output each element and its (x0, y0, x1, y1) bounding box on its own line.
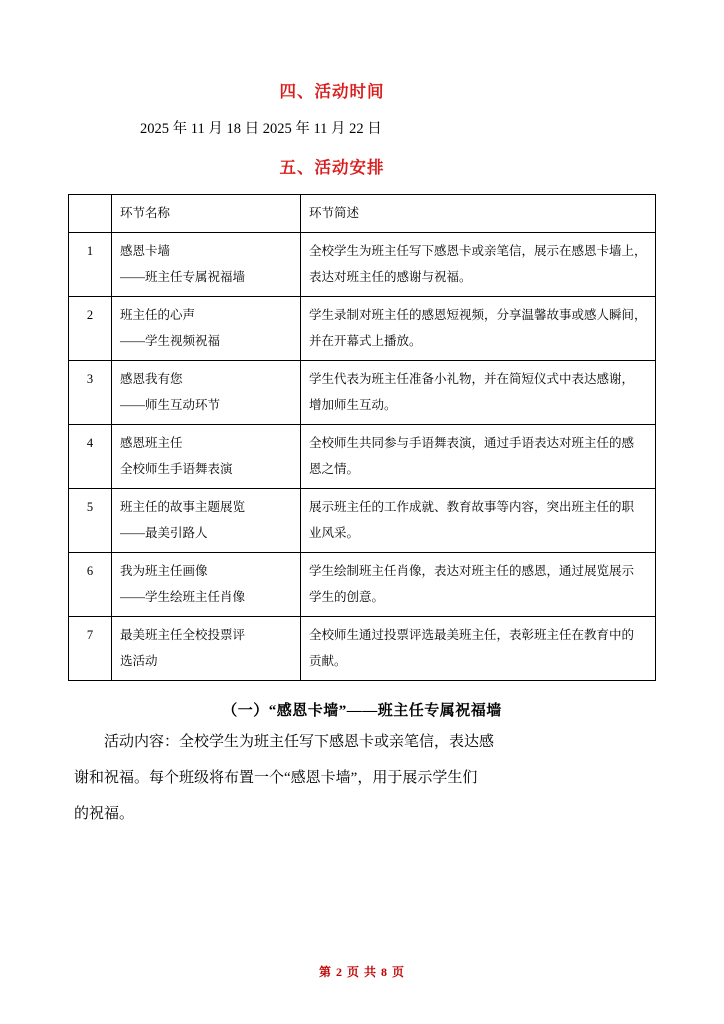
row-desc-line: 贡献。 (309, 654, 347, 668)
row-desc (301, 489, 656, 553)
table-row (69, 361, 656, 425)
paragraph-line: 谢和祝福。每个班级将布置一个“感恩卡墙”，用于展示学生们 (74, 770, 478, 786)
row-index: 6 (69, 553, 112, 617)
table-row (69, 553, 656, 617)
row-desc-line: 学生录制对班主任的感恩短视频，分享温馨故事或感人瞬间， (309, 308, 647, 322)
row-name (112, 361, 301, 425)
row-name-line: ——学生绘班主任肖像 (120, 590, 246, 604)
row-index: 1 (69, 233, 112, 297)
row-name-line: 感恩班主任 (120, 436, 183, 450)
subsection-title: （一）“感恩卡墙”——班主任专属祝福墙 (222, 703, 502, 719)
row-name (112, 233, 301, 297)
table-header-name: 环节名称 (112, 195, 301, 233)
table-row (69, 425, 656, 489)
row-desc (301, 361, 656, 425)
row-desc-line: 学生的创意。 (309, 590, 385, 604)
table-row (69, 297, 656, 361)
row-name-line: 感恩卡墙 (120, 244, 171, 258)
section-heading-schedule-row (68, 154, 656, 184)
table-header-desc: 环节简述 (301, 195, 656, 233)
row-desc (301, 553, 656, 617)
row-name-line: 班主任的故事主题展览 (120, 500, 246, 514)
activity-time-text: 2025 年 11 月 18 日 2025 年 11 月 22 日 (140, 121, 382, 137)
row-name (112, 297, 301, 361)
row-name-line: ——师生互动环节 (120, 398, 221, 412)
row-desc-line: 全校师生通过投票评选最美班主任，表彰班主任在教育中的 (309, 628, 635, 642)
row-desc-line: 全校师生共同参与手语舞表演，通过手语表达对班主任的感 (309, 436, 635, 450)
subsection-paragraph (68, 724, 656, 832)
row-desc (301, 425, 656, 489)
row-desc-line: 并在开幕式上播放。 (309, 334, 422, 348)
row-index: 2 (69, 297, 112, 361)
row-name (112, 489, 301, 553)
row-desc-line: 全校学生为班主任写下感恩卡或亲笔信，展示在感恩卡墙上， (309, 244, 647, 258)
row-name-line: 我为班主任画像 (120, 564, 208, 578)
row-index: 7 (69, 617, 112, 681)
section-heading-activity-schedule: 五、活动安排 (279, 158, 385, 177)
row-desc-line: 业风采。 (309, 526, 360, 540)
page-footer: 第 2 页 共 8 页 (318, 965, 405, 979)
row-desc (301, 297, 656, 361)
row-name (112, 425, 301, 489)
row-desc-line: 学生代表为班主任准备小礼物，并在简短仪式中表达感谢， (309, 372, 635, 386)
row-name-line: 选活动 (120, 654, 158, 668)
row-desc-line: 恩之情。 (309, 462, 360, 476)
table-header-index (69, 195, 112, 233)
table-row (69, 617, 656, 681)
row-index: 4 (69, 425, 112, 489)
section-heading-activity-time: 四、活动时间 (279, 82, 385, 101)
row-name (112, 553, 301, 617)
row-index: 5 (69, 489, 112, 553)
row-name-line: 班主任的心声 (120, 308, 196, 322)
row-desc-line: 学生绘制班主任肖像，表达对班主任的感恩，通过展览展示 (309, 564, 635, 578)
row-desc-line: 增加师生互动。 (309, 398, 397, 412)
row-desc-line: 展示班主任的工作成就、教育故事等内容，突出班主任的职 (309, 500, 635, 514)
row-name-line: ——学生视频祝福 (120, 334, 221, 348)
row-name-line: 全校师生手语舞表演 (120, 462, 233, 476)
paragraph-line: 的祝福。 (74, 806, 135, 822)
row-desc-line: 表达对班主任的感谢与祝福。 (309, 270, 472, 284)
row-desc (301, 617, 656, 681)
row-name-line: ——班主任专属祝福墙 (120, 270, 246, 284)
table-row (69, 489, 656, 553)
paragraph-line: 活动内容：全校学生为班主任写下感恩卡或亲笔信，表达感 (104, 734, 495, 750)
section-heading-time-row (68, 78, 656, 108)
row-desc (301, 233, 656, 297)
row-name (112, 617, 301, 681)
row-index: 3 (69, 361, 112, 425)
row-name-line: ——最美引路人 (120, 526, 208, 540)
activity-schedule-table (68, 194, 656, 681)
row-name-line: 感恩我有您 (120, 372, 183, 386)
table-header-row (69, 195, 656, 233)
row-name-line: 最美班主任全校投票评 (120, 628, 246, 642)
table-row (69, 233, 656, 297)
